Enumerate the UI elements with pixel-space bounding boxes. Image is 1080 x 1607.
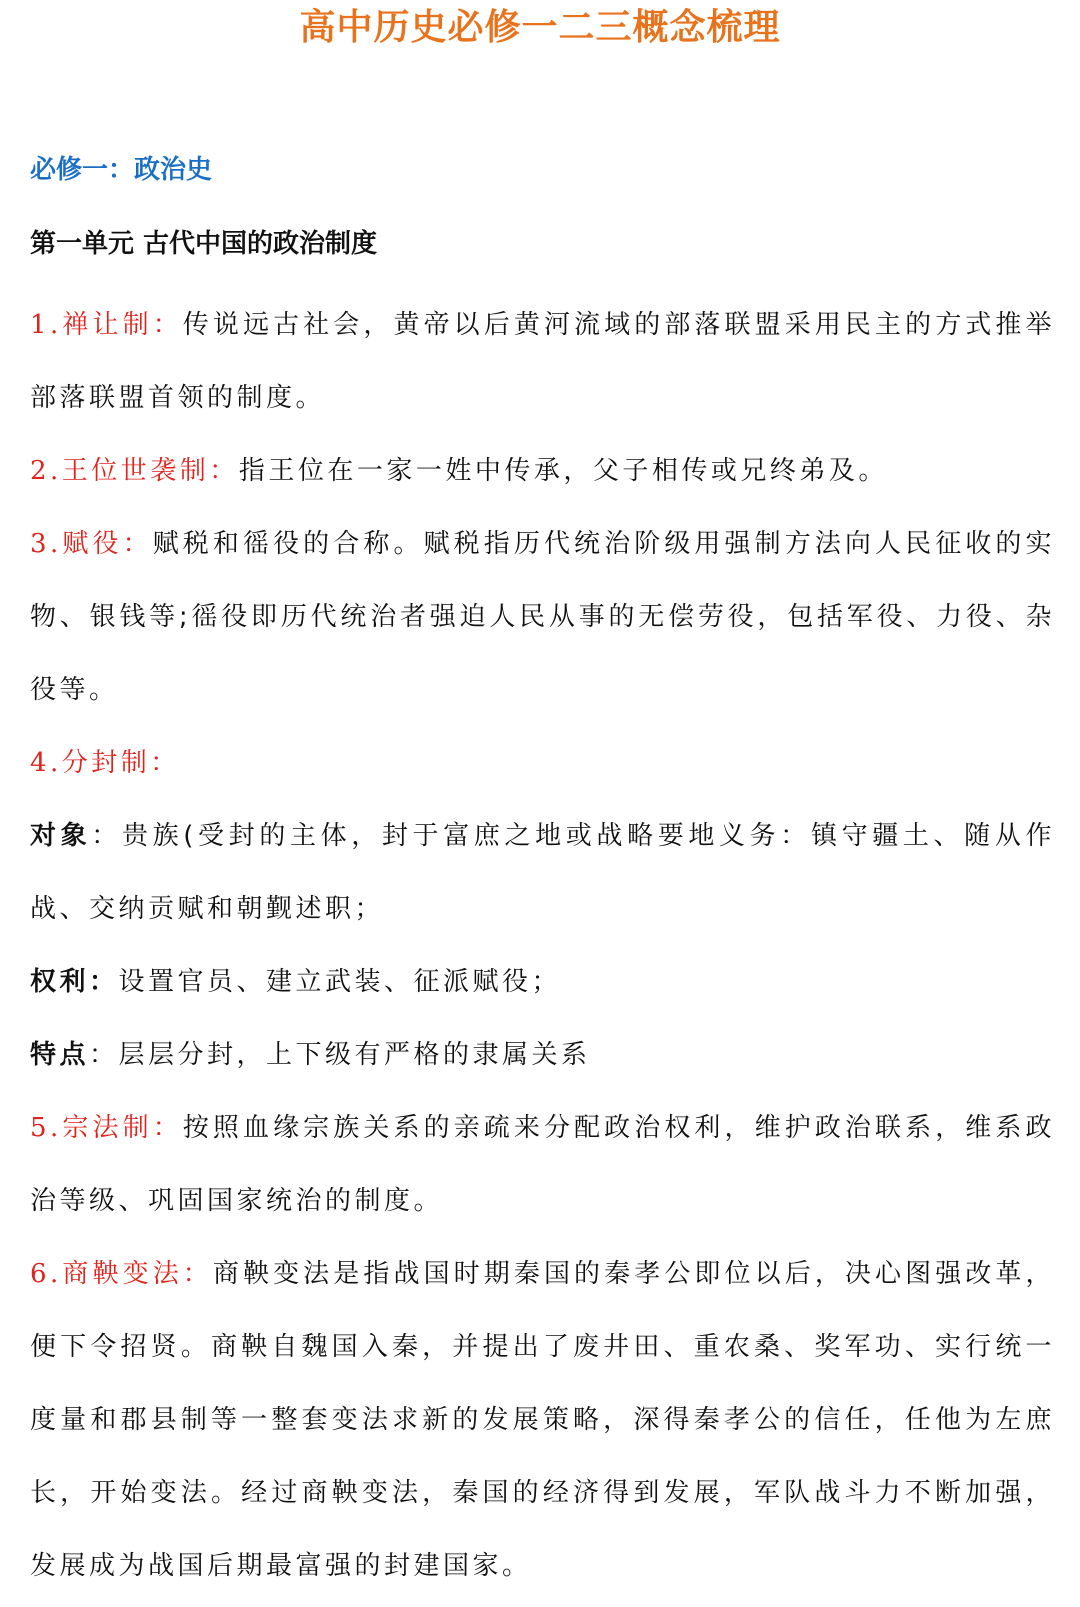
entry-term: 2.王位世袭制： — [30, 456, 239, 486]
entry-text: 赋税和徭役的合称。赋税指历代统治阶级用强制方法向人民征收的实物、银钱等;徭役即历代统治者强迫人民从事的无偿劳役，包括军役、力役、杂役等。 — [30, 529, 1055, 705]
document-title: 高中历史必修一二三概念梳理 — [299, 7, 781, 48]
entry-text: 按照血缘宗族关系的亲疏来分配政治权利，维护政治联系，维系政治等级、巩固国家统治的制度。 — [30, 1113, 1055, 1216]
entry-paragraph — [30, 289, 1055, 435]
fenfeng-item — [30, 800, 1055, 946]
fenfeng-item — [30, 946, 1055, 1019]
entry-text: 商鞅变法是指战国时期秦国的秦孝公即位以后，决心图强改革，便下令招贤。商鞅自魏国入秦，并提出了废井田、重农桑、奖军功、实行统一度量和郡县制等一整套变法求新的发展策略，深得秦孝公的信任，任他为左庶长，开始变法。经过商鞅变法，秦国的经济得到发展，军队战斗力不断加强，发展成为战国后期最富强的封建国家。 — [30, 1259, 1055, 1581]
unit-heading: 第一单元 古代中国的政治制度 — [30, 229, 378, 259]
fenfeng-separator: ： — [91, 821, 122, 851]
entry-term: 1.禅让制： — [30, 310, 183, 340]
entry-term: 4.分封制： — [30, 748, 180, 778]
entry-term: 3.赋役： — [30, 529, 153, 559]
section-heading: 必修一：政治史 — [30, 155, 213, 185]
entry-text: 指王位在一家一姓中传承，父子相传或兄终弟及。 — [238, 456, 888, 486]
entry-term: 5.宗法制： — [30, 1113, 183, 1143]
fenfeng-label: 对象 — [30, 821, 92, 851]
entry-paragraph — [30, 435, 1055, 508]
fenfeng-item — [30, 1019, 1055, 1092]
entry-paragraph — [30, 727, 1055, 800]
fenfeng-separator: ： — [89, 1040, 119, 1070]
fenfeng-label: 权利： — [30, 967, 119, 997]
entry-paragraph — [30, 508, 1055, 727]
fenfeng-text: 贵族(受封的主体，封于富庶之地或战略要地义务：镇守疆土、随从作战、交纳贡赋和朝觐述职； — [30, 821, 1055, 924]
entry-paragraph — [30, 1238, 1055, 1603]
fenfeng-text: 层层分封，上下级有严格的隶属关系 — [118, 1040, 591, 1070]
fenfeng-label: 特点 — [30, 1040, 90, 1070]
document-body — [30, 289, 1055, 1603]
entry-term: 6.商鞅变法： — [30, 1259, 213, 1289]
entry-text: 传说远古社会，黄帝以后黄河流域的部落联盟采用民主的方式推举部落联盟首领的制度。 — [30, 310, 1055, 413]
entry-paragraph — [30, 1092, 1055, 1238]
fenfeng-text: 设置官员、建立武装、征派赋役； — [118, 967, 562, 997]
